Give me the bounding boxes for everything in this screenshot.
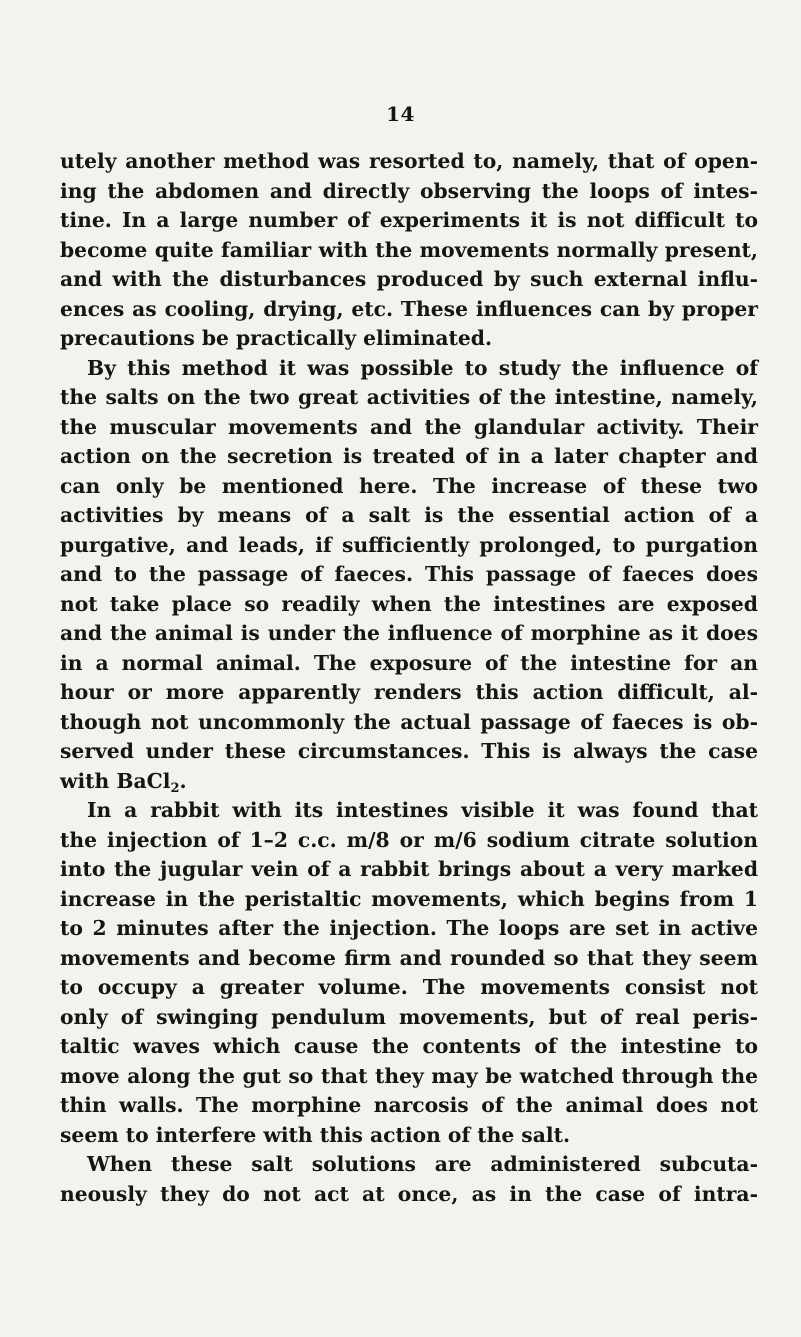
paragraph-4 [60, 1150, 758, 1209]
text-line: action on the secretion is treated of in a later chapter and [60, 444, 758, 468]
text-line: only of swinging pendulum movements, but of real peris- [60, 1004, 758, 1029]
text-line: When these salt solutions are administered subcuta- [87, 1152, 758, 1176]
text-line-formula [60, 767, 758, 797]
text-line: and to the passage of faeces. This passage of faeces does [60, 562, 758, 586]
text-line: the muscular movements and the glandular activity. Their [60, 414, 758, 439]
text-line: the salts on the two great activities of the intestine, namely, [60, 385, 758, 409]
text-line: In a rabbit with its intestines visible it was found that [87, 798, 758, 822]
text-line: ences as cooling, drying, etc. These influences can by proper [60, 296, 758, 321]
text-line: the injection of 1–2 c.c. m/8 or m/6 sodium citrate solution [60, 827, 758, 852]
text-line: thin walls. The morphine narcosis of the animal does not [60, 1093, 758, 1117]
text-line: move along the gut so that they may be watched through the [60, 1063, 758, 1088]
text-line: though not uncommonly the actual passage of faeces is ob- [60, 709, 758, 734]
text-line: into the jugular vein of a rabbit brings about a very marked [60, 857, 758, 881]
text-line: precautions be practically eliminated. [60, 326, 493, 350]
text-line: utely another method was resorted to, namely, that of open- [60, 149, 758, 173]
page-number: 14 [386, 102, 415, 126]
text-line: taltic waves which cause the contents of the intestine to [60, 1034, 758, 1058]
text-line: By this method it was possible to study the influence of [87, 355, 758, 380]
text-line: not take place so readily when the intestines are exposed [60, 591, 758, 616]
text-line: and with the disturbances produced by such external influ- [60, 267, 758, 291]
text-line: tine. In a large number of experiments it is not difficult to [60, 208, 758, 232]
text-line: can only be mentioned here. The increase of these two [60, 473, 758, 498]
text-line: neously they do not act at once, as in the case of intra- [60, 1181, 758, 1206]
text-line: movements and become firm and rounded so that they seem [60, 945, 758, 970]
paragraph-3 [60, 796, 758, 1150]
formula-prefix: with BaCl [60, 768, 171, 793]
text-line: to 2 minutes after the injection. The loops are set in active [60, 916, 758, 940]
text-line: and the animal is under the influence of morphine as it does [60, 621, 758, 645]
text-line: activities by means of a salt is the essential action of a [60, 503, 758, 527]
formula-subscript: 2 [170, 780, 180, 796]
formula-suffix: . [179, 768, 187, 793]
text-line: purgative, and leads, if sufficiently prolonged, to purgation [60, 532, 758, 557]
paragraph-2 [60, 354, 758, 797]
text-line: to occupy a greater volume. The movements consist not [60, 975, 758, 999]
body-text [60, 147, 758, 1209]
text-line: increase in the peristaltic movements, which begins from 1 [60, 886, 758, 911]
text-line: in a normal animal. The exposure of the intestine for an [60, 650, 758, 675]
text-line: ing the abdomen and directly observing the loops of intes- [60, 178, 758, 203]
text-line: hour or more apparently renders this action difficult, al- [60, 680, 758, 704]
text-line: seem to interfere with this action of the salt. [60, 1122, 571, 1147]
text-line: served under these circumstances. This is always the case [60, 739, 758, 763]
paragraph-1 [60, 147, 758, 354]
text-line: become quite familiar with the movements normally present, [60, 237, 758, 262]
